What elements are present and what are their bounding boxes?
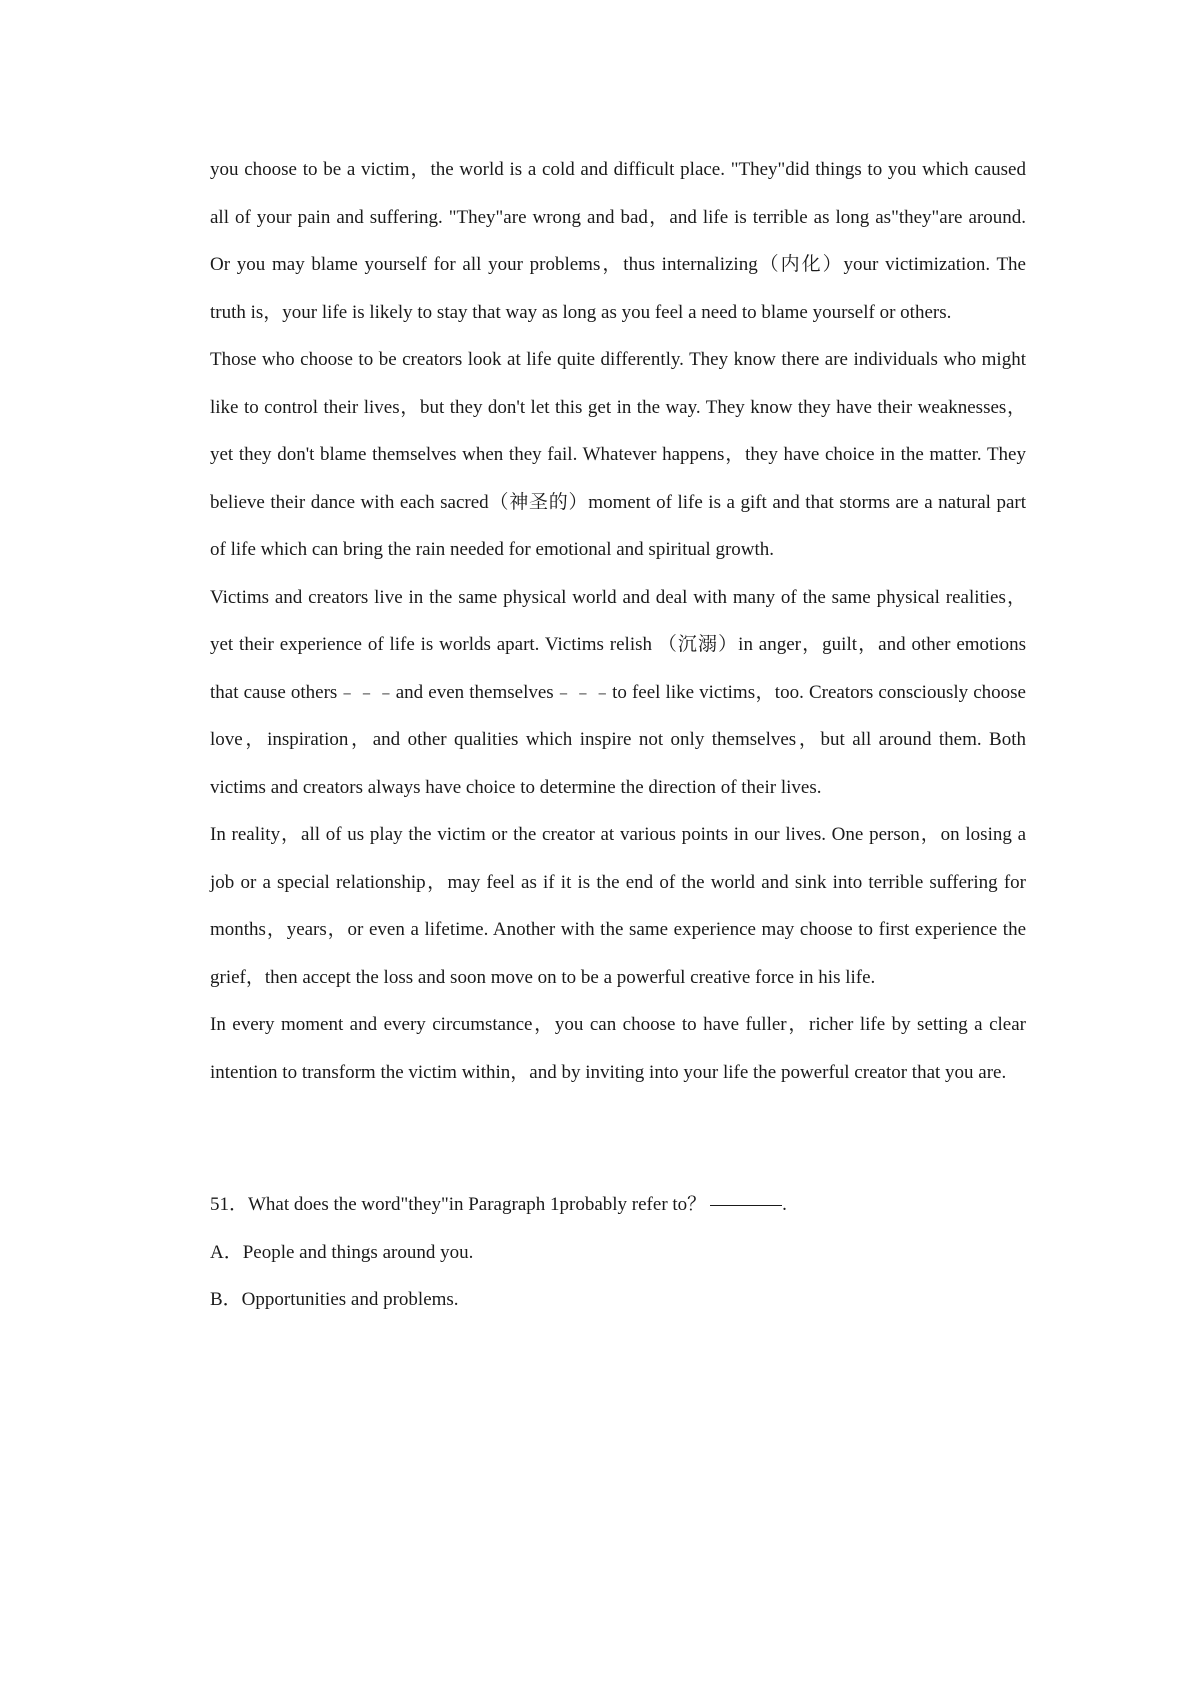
- document-page: [210, 146, 1026, 1324]
- option-a: A．People and things around you.: [210, 1241, 474, 1263]
- question-stem-line: [210, 1181, 1026, 1229]
- passage: [210, 146, 1026, 1096]
- paragraph-1: you choose to be a victim，the world is a cold and difficult place. "They"did things to you which caused all of your pain and suffering. "They"are wrong and bad，and life is terrible as long as"they"are around. Or you may blame yourself for all your problems，thus internalizing（内化）your victimization. The truth is，your life is likely to stay that way as long as you feel a need to blame yourself or others.: [210, 159, 1026, 323]
- paragraph-5: In every moment and every circumstance，you can choose to have fuller，richer life by setting a clear intention to transform the victim within，and by inviting into your life the powerful creator that you are.: [210, 1014, 1026, 1083]
- question-51: [210, 1181, 1026, 1324]
- paragraph-3: Victims and creators live in the same physical world and deal with many of the same physical realities，yet their experience of life is worlds apart. Victims relish （沉溺）in anger，guilt，and other emotions that cause others﹣﹣﹣and even themselves﹣﹣﹣to feel like victims，too. Creators consciously choose love，inspiration，and other qualities which inspire not only themselves，but all around them. Both victims and creators always have choice to determine the direction of their lives.: [210, 586, 1026, 798]
- paragraph-2: Those who choose to be creators look at life quite differently. They know there are individuals who might like to control their lives，but they don't let this get in the way. They know they have their weaknesses，yet they don't blame themselves when they fail. Whatever happens，they have choice in the matter. They believe their dance with each sacred（神圣的）moment of life is a gift and that storms are a natural part of life which can bring the rain needed for emotional and spiritual growth.: [210, 349, 1026, 560]
- paragraph-4: In reality，all of us play the victim or the creator at various points in our lives. One person，on losing a job or a special relationship，may feel as if it is the end of the world and sink into terrible suffering for months，years，or even a lifetime. Another with the same experience may choose to first experience the grief，then accept the loss and soon move on to be a powerful creative force in his life.: [210, 824, 1026, 988]
- answer-blank: [710, 1204, 782, 1206]
- question-stem: 51．What does the word"they"in Paragraph 1probably refer to？: [210, 1194, 707, 1215]
- question-end-mark: .: [782, 1194, 787, 1215]
- option-b: B．Opportunities and problems.: [210, 1289, 459, 1310]
